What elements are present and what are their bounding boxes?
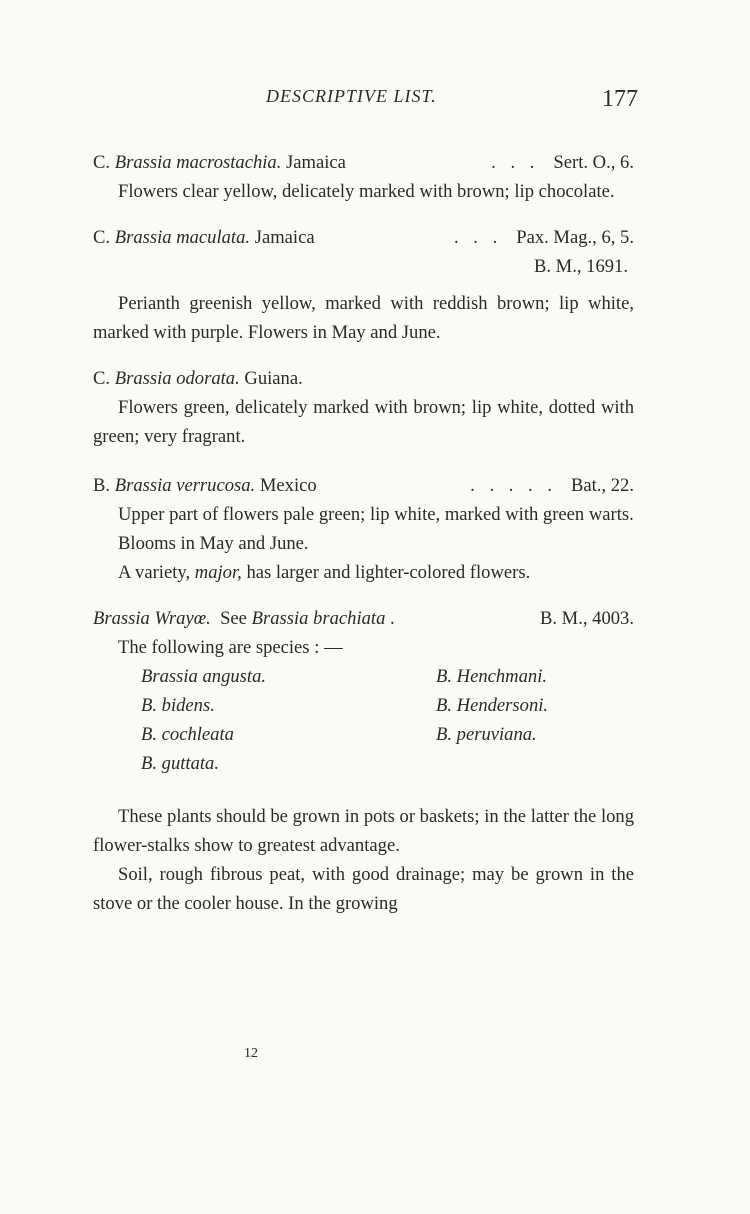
entry-description: Flowers green, delicately marked with brown; lip white, dotted with green; very fragrant. [93, 397, 634, 447]
reference: Sert. O., 6. [553, 152, 634, 173]
variety-name: major, [194, 562, 242, 583]
header-title: DESCRIPTIVE LIST. [266, 86, 437, 106]
entry-prefix: C. [93, 368, 111, 389]
reference: Bat., 22. [570, 475, 634, 496]
species-list [93, 662, 634, 778]
entry-heading [93, 148, 634, 177]
locality: Jamaica [286, 152, 346, 173]
list-item: B. guttata. [141, 753, 219, 774]
locality: Mexico [259, 475, 317, 496]
reference: B. M., 4003. [539, 608, 634, 629]
culture-paragraph: These plants should be grown in pots or baskets; in the latter the long flower-stalks show to greatest advantage. [93, 806, 634, 856]
species-name: Brassia macrostachia. [114, 152, 282, 173]
list-item: B. Henchmani. [436, 666, 548, 687]
reference: Pax. Mag., 6, 5. [516, 227, 634, 248]
list-item: B. cochleata [141, 724, 234, 745]
list-item: B. bidens. [141, 695, 215, 716]
cross-reference-name: Brassia brachiata [251, 608, 386, 629]
entry-prefix: C. [93, 152, 111, 173]
entry-heading [93, 223, 634, 252]
entry-heading: Brassia Wrayœ. See Brassia brachiata . B. M., 4003. [93, 604, 634, 633]
species-name: Brassia maculata. [114, 227, 251, 248]
entry-description: Upper part of flowers pale green; lip white, marked with green warts. [118, 504, 634, 525]
list-item: Brassia angusta. [141, 666, 267, 687]
leader-dots: . . . [453, 227, 503, 248]
leader-dots: . . . [491, 152, 540, 173]
leader-dots: . . . . . [470, 475, 557, 496]
running-header [266, 86, 638, 107]
species-name: Brassia odorata. [114, 368, 240, 389]
signature-mark: 12 [244, 1046, 258, 1061]
culture-paragraph: Soil, rough fibrous peat, with good drainage; may be grown in the stove or the cooler house. In the growing [93, 864, 634, 914]
list-item: B. Hendersoni. [436, 695, 549, 716]
entry-heading [93, 364, 634, 393]
entry-description: Flowers clear yellow, delicately marked with brown; lip chocolate. [118, 181, 615, 202]
entry-description: Perianth greenish yellow, marked with reddish brown; lip white, marked with purple. Flowers in May and June. [93, 293, 634, 343]
entry-prefix: B. [93, 475, 111, 496]
page-number: 177 [602, 86, 638, 112]
species-name: Brassia verrucosa. [114, 475, 256, 496]
species-name: Brassia Wrayœ. [93, 608, 211, 629]
locality: Guiana. [244, 368, 303, 389]
page-content [93, 148, 634, 918]
entry-description: Blooms in May and June. [118, 533, 309, 554]
entry-prefix: C. [93, 227, 111, 248]
reference-secondary: B. M., 1691. [533, 256, 628, 277]
species-intro: The following are species : — [118, 637, 343, 658]
list-item: B. peruviana. [436, 724, 537, 745]
locality: Jamaica [254, 227, 315, 248]
entry-heading [93, 471, 634, 500]
variety-note: A variety, major, has larger and lighter-colored flowers. [118, 562, 531, 583]
